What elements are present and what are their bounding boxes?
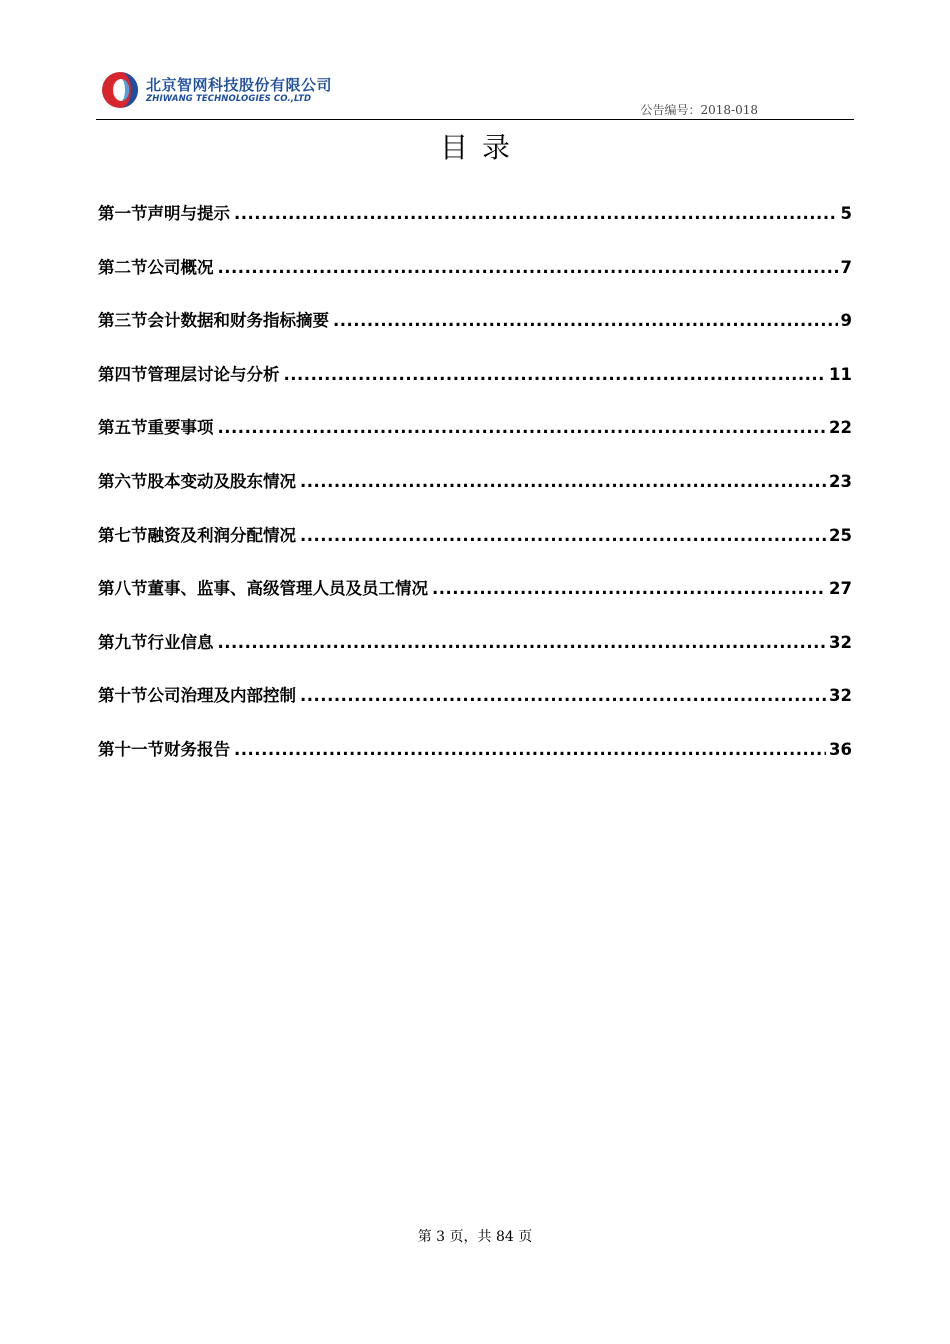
toc-page-number: 36 [829, 739, 852, 759]
company-name-cn: 北京智网科技股份有限公司 [146, 76, 333, 94]
toc-entry-3[interactable] [98, 307, 852, 361]
company-name-en: ZHIWANG TECHNOLOGIES CO.,LTD [146, 94, 312, 104]
toc-section-title: 重要事项 [147, 418, 214, 438]
announcement-number: 公告编号：2018-018 [640, 103, 758, 117]
toc-section-title: 行业信息 [147, 632, 214, 652]
toc-dot-leader [333, 311, 838, 330]
page-title: 目录 [439, 131, 524, 164]
toc-page-number: 32 [829, 632, 852, 652]
toc-section-number: 第三节 [98, 311, 148, 331]
toc-dot-leader [218, 633, 827, 652]
toc-entry-11[interactable] [98, 736, 852, 790]
toc-entry-6[interactable] [98, 468, 852, 522]
toc-section-number: 第四节 [98, 364, 148, 384]
company-logo [100, 68, 340, 112]
toc-entry-10[interactable] [98, 682, 852, 736]
toc-page-number: 27 [829, 579, 852, 599]
toc-dot-leader [234, 740, 826, 759]
toc-section-title: 公司概况 [147, 257, 214, 277]
toc-section-number: 第十一节 [98, 739, 164, 759]
toc-entry-8[interactable] [98, 575, 852, 629]
toc-dot-leader [234, 204, 838, 223]
toc-section-title: 管理层讨论与分析 [147, 364, 280, 384]
toc-dot-leader [300, 526, 826, 545]
toc-section-title: 融资及利润分配情况 [147, 525, 296, 545]
toc-section-number: 第九节 [98, 632, 148, 652]
toc-page-number: 23 [829, 471, 852, 491]
toc-entry-4[interactable] [98, 361, 852, 415]
toc-page-number: 32 [829, 686, 852, 706]
toc-dot-leader [300, 472, 826, 491]
toc-section-number: 第八节 [98, 579, 148, 599]
toc-section-title: 会计数据和财务指标摘要 [147, 311, 329, 331]
toc-entry-2[interactable] [98, 254, 852, 308]
page-footer: 第 3 页，共 84 页 [417, 1229, 533, 1245]
toc-section-number: 第二节 [98, 257, 148, 277]
toc-dot-leader [432, 579, 826, 598]
table-of-contents [98, 200, 852, 790]
toc-page-number: 11 [829, 364, 852, 384]
toc-entry-1[interactable] [98, 200, 852, 254]
toc-section-title: 股本变动及股东情况 [147, 471, 296, 491]
toc-entry-5[interactable] [98, 414, 852, 468]
toc-page-number: 7 [840, 257, 852, 277]
toc-section-number: 第一节 [98, 204, 148, 223]
toc-page-number: 25 [829, 525, 852, 545]
toc-entry-7[interactable] [98, 522, 852, 576]
toc-page-number: 5 [840, 204, 852, 223]
toc-section-number: 第六节 [98, 471, 148, 491]
company-logo-mark-icon [100, 70, 140, 110]
toc-dot-leader [218, 418, 827, 437]
toc-entry-9[interactable] [98, 629, 852, 683]
toc-section-title: 公司治理及内部控制 [147, 686, 296, 706]
toc-section-number: 第七节 [98, 525, 148, 545]
toc-section-number: 第五节 [98, 418, 148, 438]
toc-page-number: 22 [829, 418, 852, 438]
toc-dot-leader [300, 686, 826, 705]
toc-section-number: 第十节 [98, 686, 148, 706]
toc-dot-leader [284, 365, 827, 384]
toc-section-title: 董事、监事、高级管理人员及员工情况 [147, 579, 428, 599]
header-divider [96, 119, 854, 120]
toc-section-title: 财务报告 [164, 739, 230, 759]
toc-dot-leader [218, 258, 838, 277]
toc-page-number: 9 [840, 311, 852, 331]
toc-section-title: 声明与提示 [147, 204, 230, 223]
